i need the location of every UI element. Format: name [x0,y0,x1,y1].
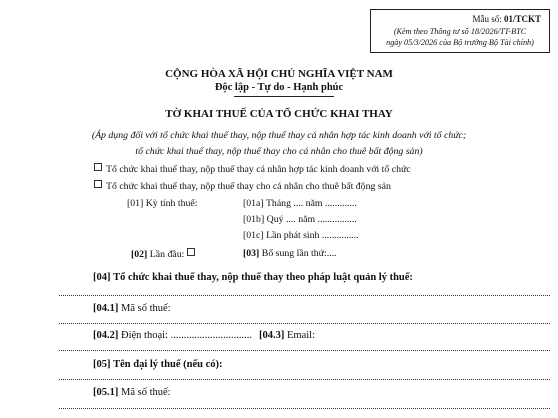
supplement-code: [03] [243,248,260,259]
first-time-code: [02] [131,249,148,260]
checkbox-icon[interactable] [187,248,195,256]
option-property-rental[interactable] [94,180,391,192]
section-05-code: [05] [93,359,111,370]
tax-period-month[interactable]: [01a] Tháng .... năm ............. [243,198,357,209]
tax-code-05-code: [05.1] [93,387,119,398]
checkbox-icon[interactable] [94,163,102,171]
first-time-field[interactable] [131,248,199,260]
legal-basis-note [371,27,549,48]
checkbox-icon[interactable] [94,180,102,188]
phone-04-label: Điện thoại: ............................... [121,330,252,341]
legal-basis-line-1: (Kèm theo Thông tư số 18/2026/TT-BTC [393,27,527,36]
tax-code-04-code: [04.1] [93,303,119,314]
section-04-heading [93,272,413,283]
legal-basis-line-2: ngày 05/3/2026 của Bộ trưởng Bộ Tài chính) [386,37,534,47]
form-number [472,14,541,24]
email-04-code: [04.3] [259,330,285,341]
tax-code-05-line[interactable] [59,408,550,409]
option-label: Tổ chức khai thuế thay, nộp thuế thay cho cá nhân cho thuê bất động sản [106,181,391,192]
section-05-name-line[interactable] [59,379,550,380]
phone-04-code: [04.2] [93,330,119,341]
phone-email-04-line[interactable] [59,350,550,351]
tax-code-05-field[interactable] [93,387,171,398]
motto-underline [234,96,334,97]
section-05-label: Tên đại lý thuế (nếu có): [113,359,223,370]
tax-period-label: [01] Kỳ tính thuế: [127,198,198,209]
phone-04-field[interactable] [93,330,252,341]
option-label: Tổ chức khai thuế thay, nộp thuế thay cá nhân hợp tác kinh doanh với tổ chức [106,164,411,175]
section-05-heading [93,359,223,370]
supplement-label: Bổ sung lần thứ:.... [261,248,337,259]
tax-code-04-line[interactable] [59,323,550,324]
form-number-value: 01/TCKT [503,14,541,24]
tax-period-each-time[interactable]: [01c] Lần phát sinh ............... [243,230,359,241]
form-number-box [370,9,550,53]
section-04-name-line[interactable] [59,295,550,296]
tax-code-04-field[interactable] [93,303,171,314]
document-title: TỜ KHAI THUẾ CỦA TỔ CHỨC KHAI THAY [165,108,393,120]
section-04-code: [04] [93,272,111,283]
tax-code-05-label: Mã số thuế: [121,387,171,398]
email-04-field[interactable] [259,330,315,341]
email-04-label: Email: [287,330,315,341]
section-04-label: Tổ chức khai thuế thay, nộp thuế thay theo pháp luật quản lý thuế: [113,272,413,283]
subtitle-line-2: tổ chức khai thuế thay, nộp thuế thay cho cá nhân cho thuê bất động sản) [135,146,423,157]
national-motto: Độc lập - Tự do - Hạnh phúc [214,82,344,93]
supplement-field[interactable] [243,248,337,259]
tax-period-quarter[interactable]: [01b] Quý .... năm ................ [243,214,357,225]
first-time-label: Lần đầu: [149,249,185,260]
tax-code-04-label: Mã số thuế: [121,303,171,314]
option-business-cooperation[interactable] [94,163,411,175]
form-number-label: Mẫu số: [472,14,502,24]
country-name: CỘNG HÒA XÃ HỘI CHỦ NGHĨA VIỆT NAM [165,68,393,80]
subtitle-line-1: (Áp dụng đối với tổ chức khai thuế thay, nộp thuế thay cá nhân hợp tác kinh doanh với tổ chức; [91,130,467,141]
